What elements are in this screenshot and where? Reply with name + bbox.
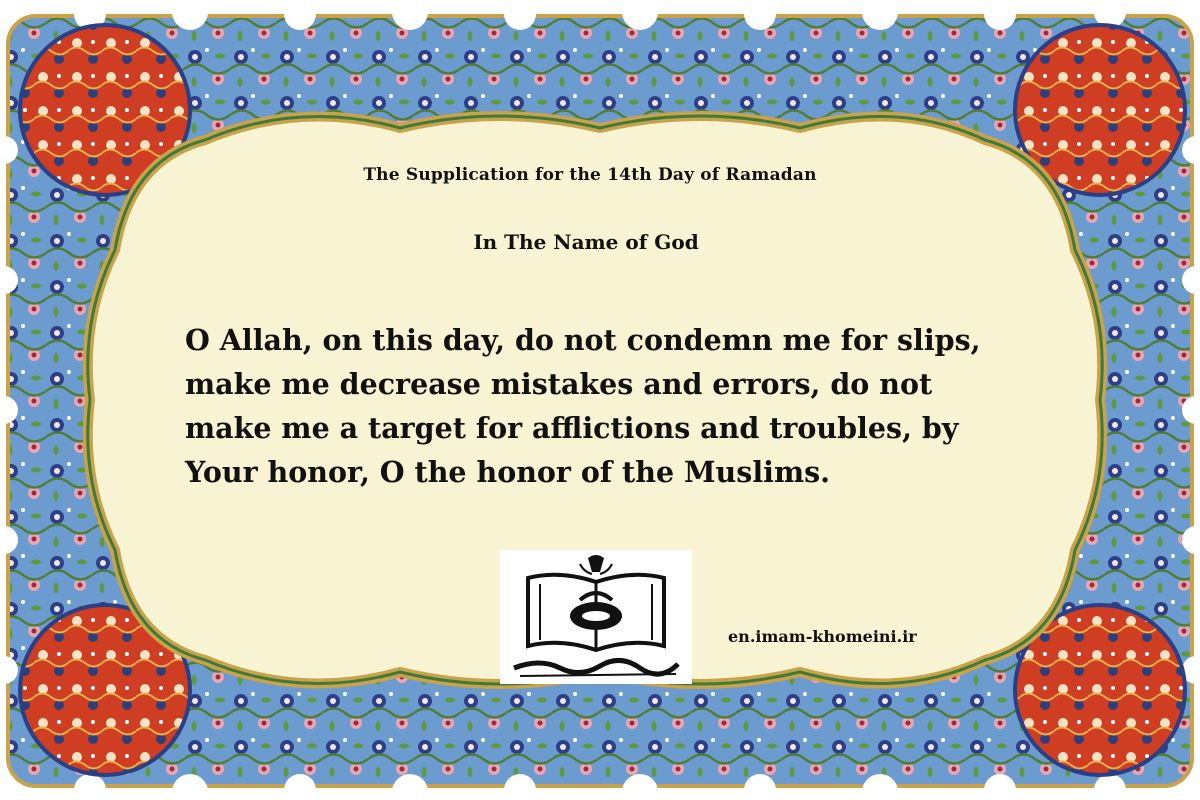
prayer-line: Your honor, O the honor of the Muslims. <box>185 455 831 489</box>
prayer-line: O Allah, on this day, do not condemn me for slips, <box>185 323 981 357</box>
basmala-heading: In The Name of God <box>473 230 699 254</box>
institute-logo <box>500 550 692 684</box>
page-title: The Supplication for the 14th Day of Ramadan <box>363 165 817 185</box>
website-url: en.imam-khomeini.ir <box>728 627 917 646</box>
prayer-text <box>185 318 1085 494</box>
prayer-line: make me decrease mistakes and errors, do not <box>185 367 933 401</box>
open-book-emblem-icon <box>500 550 692 684</box>
prayer-line: make me a target for afflictions and troubles, by <box>185 411 959 445</box>
